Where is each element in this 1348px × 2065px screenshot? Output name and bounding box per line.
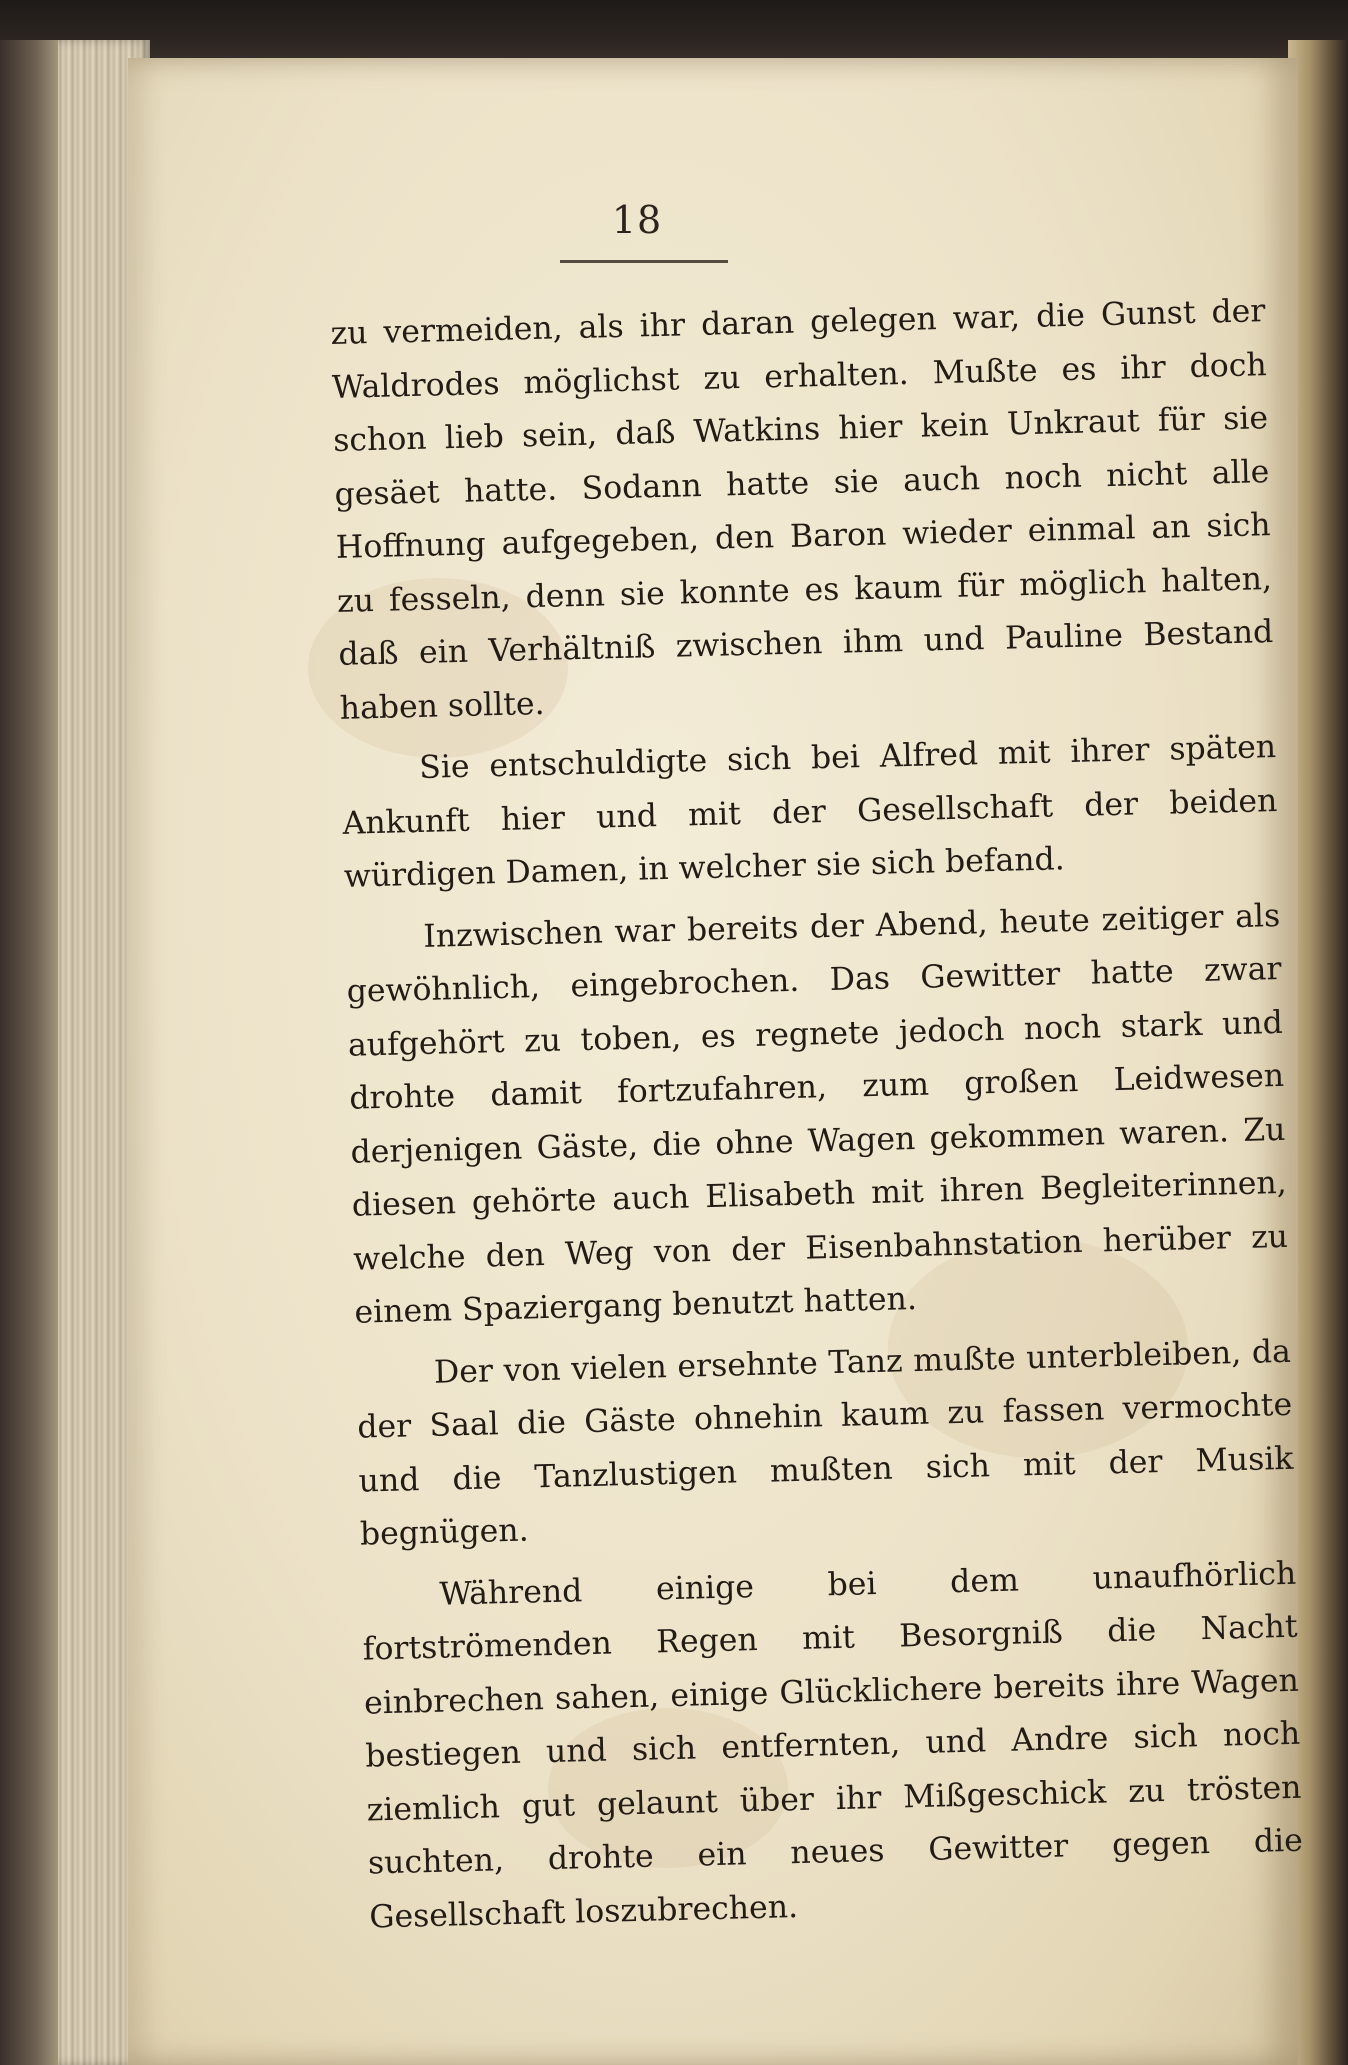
page-number: 18 xyxy=(611,198,663,242)
paragraph: Während einige bei dem unaufhörlich fortströmenden Regen mit Besorgniß die Nacht einbrechen sahen, einige Glücklichere bereits ihre Wagen bestiegen und sich entfernten, und Andre sich noch ziemlich gut gelaunt über ihr Mißgeschick zu trösten suchten, drohte ein neues Gewitter gegen die Gesellschaft loszubrechen. xyxy=(362,1555,1304,1936)
paragraph: Inzwischen war bereits der Abend, heute zeitiger als gewöhnlich, eingebrochen. Das Gewitter hatte zwar aufgehört zu toben, es regnete jedoch noch stark und drohte damit fortzufahren, zum großen Leidwesen derjenigen Gäste, die ohne Wagen gekommen waren. Zu diesen gehörte auch Elisabeth mit ihren Begleiterinnen, welche den Weg von der Eisenbahnstation herüber zu einem Spaziergang benutzt hatten. xyxy=(346,897,1289,1331)
book-board-edge xyxy=(0,40,58,2065)
page-number-rule xyxy=(560,260,728,263)
paragraph: Sie entschuldigte sich bei Alfred mit ihrer späten Ankunft hier und mit der Gesellschaft der beiden würdigen Damen, in welcher sie sich befand. xyxy=(342,729,1278,895)
body-text xyxy=(330,285,1305,1944)
book-cover-edge xyxy=(0,0,1348,62)
paragraph: Der von vielen ersehnte Tanz mußte unterbleiben, da der Saal die Gäste ohnehin kaum zu fassen vermochte und die Tanzlustigen mußten sich mit der Musik begnügen. xyxy=(356,1333,1294,1553)
paragraph: zu vermeiden, als ihr daran gelegen war, die Gunst der Waldrodes möglichst zu erhalten. Mußte es ihr doch schon lieb sein, daß Watkins hier kein Unkraut für sie gesäet hatte. Sodann hatte sie auch noch nicht alle Hoffnung aufgegeben, den Baron wieder einmal an sich zu fesseln, denn sie konnte es kaum für möglich halten, daß ein Verhältniß zwischen ihm und Pauline Bestand haben sollte. xyxy=(330,293,1274,727)
